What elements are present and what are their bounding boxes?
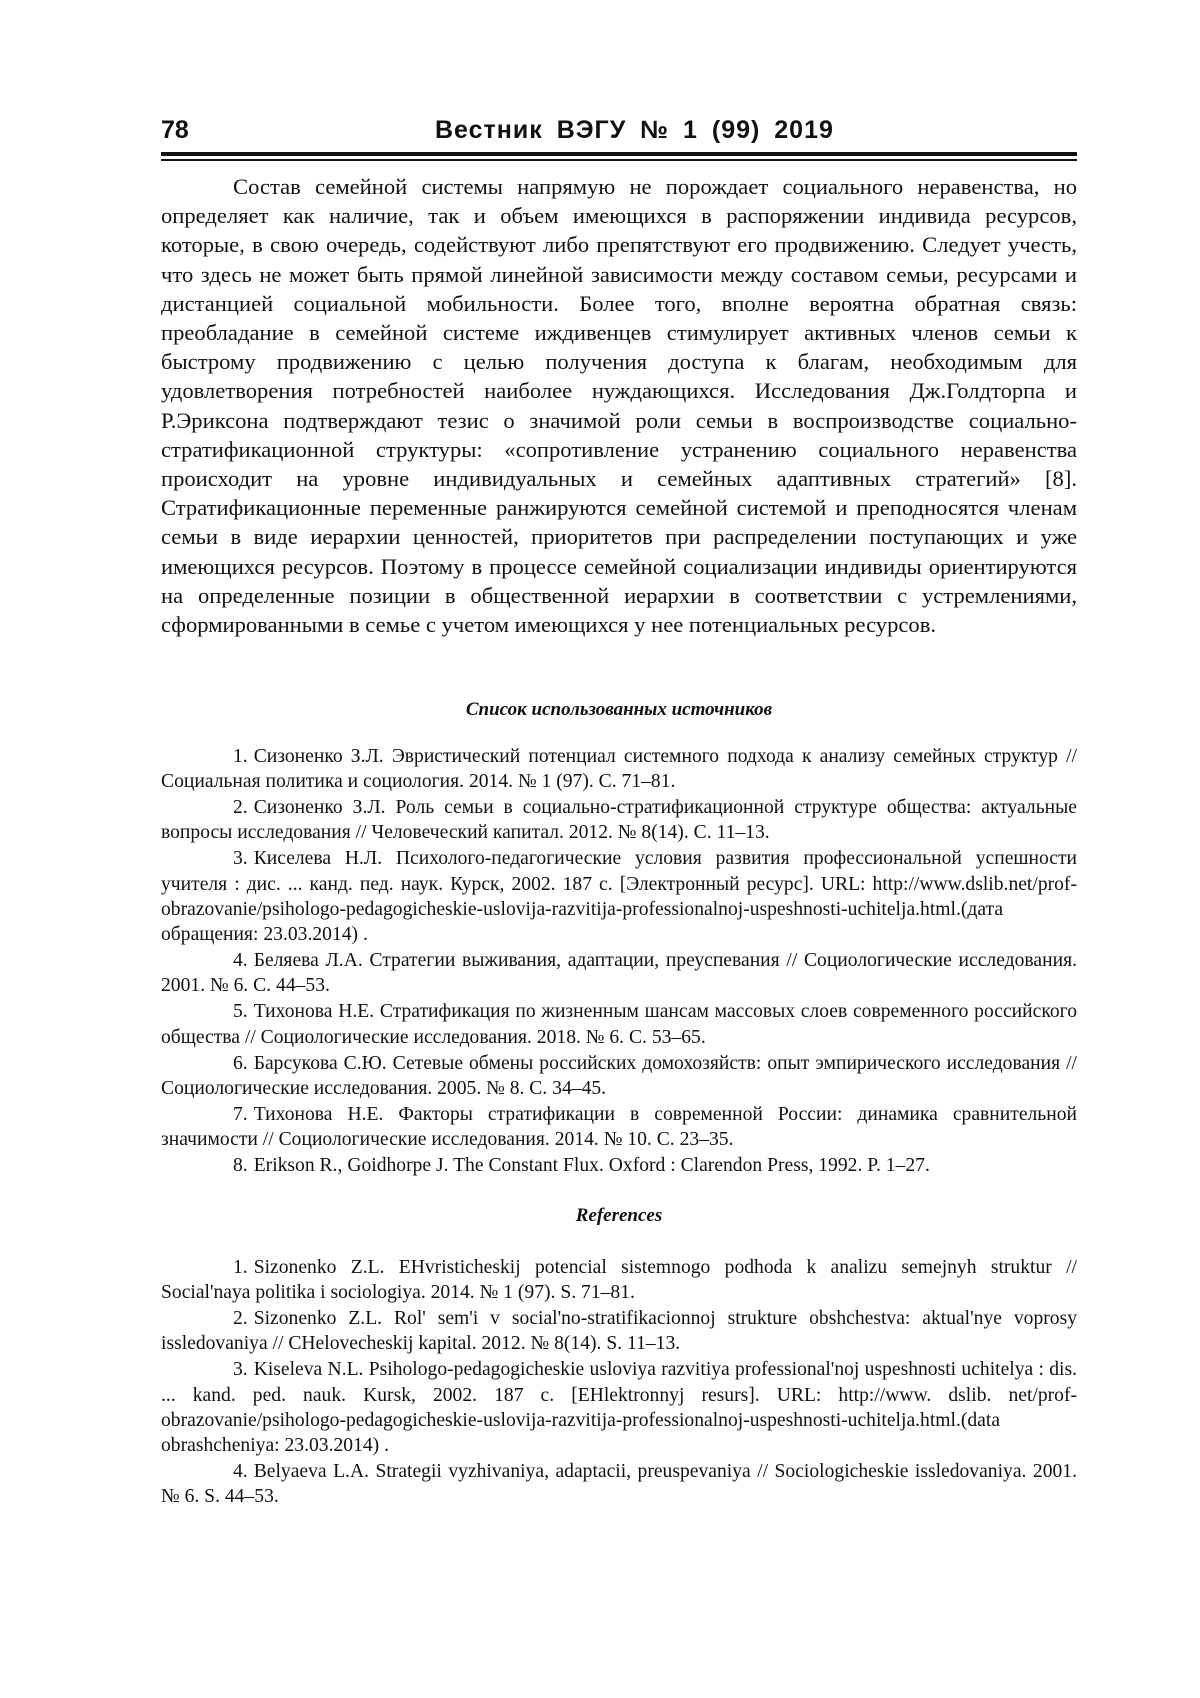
reference-item: 2. Sizonenko Z.L. Rol' sem'i v social'no-stratifikacionnoj strukture obshchestva: aktual'nye voprosy issledovaniya // CHelovecheskij kapital. 2012. № 8(14). S. 11–13. (161, 1308, 1077, 1355)
reference-item: 3. Kiseleva N.L. Psihologo-pedagogicheskie usloviya razvitiya professional'noj uspeshnosti uchitelya : dis. ... kand. ped. nauk. Kursk, 2002. 187 c. [EHlektronnyj resurs]. URL: http://www. dslib. net/prof-obrazovanie/psihologo-pedagogicheskie-uslovija-razvitija-professionalnoj-uspeshnosti-uchitelja.html.(data obrashcheniya: 23.03.2014) . (161, 1359, 1077, 1457)
sources-title: Список использованных источников (465, 699, 773, 720)
source-item: 3. Киселева Н.Л. Психолого-педагогические условия развития профессиональной успешности учителя : дис. ... канд. пед. наук. Курск, 2002. 187 с. [Электронный ресурс]. URL: http://www.dslib.net/prof-obrazovanie/psihologo-pedagogicheskie-uslovija-razvitija-professionalnoj-uspeshnosti-uchitelja.html.(дата обращения: 23.03.2014) . (161, 848, 1077, 946)
page-number: 78 (161, 116, 189, 144)
journal-title: Вестник ВЭГУ № 1 (99) 2019 (435, 116, 834, 144)
reference-item: 1. Sizonenko Z.L. EHvristicheskij potencial sistemnogo podhoda k analizu semejnyh struktur // Social'naya politika i sociologiya. 2014. № 1 (97). S. 71–81. (161, 1257, 1077, 1304)
source-item: 1. Сизоненко З.Л. Эвристический потенциал системного подхода к анализу семейных структур // Социальная политика и социология. 2014. № 1 (97). С. 71–81. (161, 746, 1077, 793)
header-rule-thin (161, 159, 1077, 161)
references-title: References (575, 1205, 663, 1226)
source-item: 5. Тихонова Н.Е. Стратификация по жизненным шансам массовых слоев современного российского общества // Социологические исследования. 2018. № 6. С. 53–65. (161, 1001, 1077, 1048)
source-item: 4. Беляева Л.А. Стратегии выживания, адаптации, преуспевания // Социологические исследования. 2001. № 6. С. 44–53. (161, 950, 1077, 997)
references-list (161, 1255, 1077, 1510)
sources-list (161, 744, 1077, 1179)
body-paragraph: Состав семейной системы напрямую не порождает социального неравенства, но определяет как наличие, так и объем имеющихся в распоряжении индивида ресурсов, которые, в свою очередь, содействуют либо препятствуют его продвижению. Следует учесть, что здесь не может быть прямой линейной зависимости между составом семьи, ресурсами и дистанцией социальной мобильности. Более того, вполне вероятна обратная связь: преобладание в семейной системе иждивенцев стимулирует активных членов семьи к быстрому продвижению с целью получения доступа к благам, необходимым для удовлетворения потребностей наиболее нуждающихся. Исследования Дж.Голдторпа и Р.Эриксона подтверждают тезис о значимой роли семьи в воспроизводстве социально-стратификационной структуры: «сопротивление устранению социального неравенства происходит на уровне индивидуальных и семейных адаптивных стратегий» [8]. Стратификационные переменные ранжируются семейной системой и преподносятся членам семьи в виде иерархии ценностей, приоритетов при распределении поступающих и уже имеющихся ресурсов. Поэтому в процессе семейной социализации индивиды ориентируются на определенные позиции в общественной иерархии в соответствии с устремлениями, сформированными в семье с учетом имеющихся у нее потенциальных ресурсов. (161, 174, 1077, 638)
source-item: 7. Тихонова Н.Е. Факторы стратификации в современной России: динамика сравнительной значимости // Социологические исследования. 2014. № 10. С. 23–35. (161, 1103, 1077, 1151)
page-header (161, 116, 1077, 150)
source-item: 2. Сизоненко З.Л. Роль семьи в социально-стратификационной структуре общества: актуальные вопросы исследования // Человеческий капитал. 2012. № 8(14). С. 11–13. (161, 797, 1077, 844)
header-rule-thick (161, 152, 1077, 156)
reference-item: 4. Belyaeva L.A. Strategii vyzhivaniya, adaptacii, preuspevaniya // Sociologicheskie issledovaniya. 2001. № 6. S. 44–53. (161, 1461, 1077, 1508)
source-item: 6. Барсукова С.Ю. Сетевые обмены российских домохозяйств: опыт эмпирического исследования // Социологические исследования. 2005. № 8. С. 34–45. (161, 1052, 1077, 1099)
source-item: 8. Erikson R., Goidhorpe J. The Constant Flux. Oxford : Clarendon Press, 1992. P. 1–27. (233, 1154, 930, 1176)
